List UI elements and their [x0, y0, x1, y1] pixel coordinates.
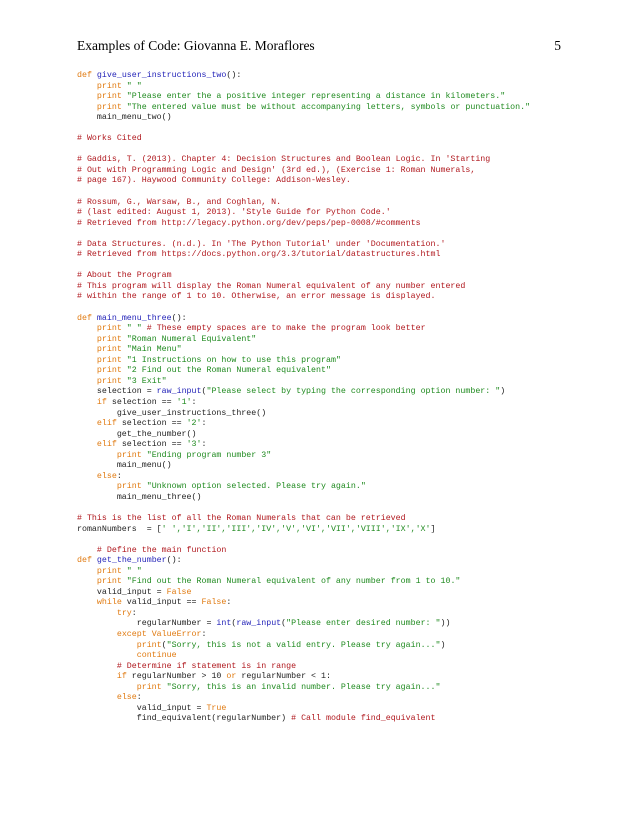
code-line	[77, 145, 577, 156]
code-line	[77, 387, 577, 398]
code-token-string: " "	[121, 324, 147, 334]
code-token-plain	[77, 577, 97, 586]
code-token-string: "Please select by typing the corresponding option number: "	[206, 387, 501, 397]
code-token-keyword: print	[96, 92, 122, 102]
code-line	[77, 345, 577, 356]
code-token-plain: valid_input ==	[121, 598, 202, 608]
code-token-keyword: else	[96, 471, 117, 481]
code-token-plain: give_user_instructions_three()	[77, 408, 267, 418]
code-token-plain: main_menu_three()	[77, 492, 202, 502]
code-line	[77, 82, 577, 93]
code-token-plain: ():	[226, 71, 242, 80]
code-line	[77, 440, 577, 451]
code-line	[77, 292, 577, 303]
code-token-keyword: False	[166, 587, 192, 597]
code-line	[77, 419, 577, 430]
code-token-keyword: or	[226, 672, 237, 682]
code-line	[77, 535, 577, 546]
code-line	[77, 335, 577, 346]
code-token-plain: find_equivalent(regularNumber)	[77, 714, 292, 724]
code-line	[77, 451, 577, 462]
code-line	[77, 461, 577, 472]
code-token-comment: # page 167). Haywood Community College: Addison-Wesley.	[77, 176, 351, 186]
code-line	[77, 303, 577, 314]
code-token-plain	[77, 335, 97, 344]
code-line	[77, 409, 577, 420]
code-token-keyword: elif	[96, 419, 117, 429]
code-token-string: "1 Instructions on how to use this program"	[121, 355, 341, 365]
code-line	[77, 92, 577, 103]
code-token-plain	[77, 630, 117, 639]
code-token-string: "3 Exit"	[121, 376, 167, 386]
code-token-plain: :	[116, 471, 122, 481]
code-line	[77, 240, 577, 251]
code-line	[77, 619, 577, 630]
code-line	[77, 155, 577, 166]
code-token-plain	[77, 472, 97, 481]
code-token-plain	[77, 598, 97, 607]
code-token-plain: )	[440, 640, 446, 650]
code-line	[77, 588, 577, 599]
code-token-string: "Sorry, this is an invalid number. Please try again..."	[161, 682, 441, 692]
code-token-plain: :	[201, 440, 207, 450]
code-token-plain: ():	[171, 313, 187, 323]
code-token-string: " "	[121, 81, 142, 91]
code-token-string: "Main Menu"	[121, 345, 182, 355]
code-token-func: give_user_instructions_two	[96, 71, 227, 80]
code-token-plain: main_menu_two()	[77, 113, 172, 123]
code-line	[77, 472, 577, 483]
code-token-keyword: def	[77, 71, 97, 80]
code-line	[77, 324, 577, 335]
code-line	[77, 198, 577, 209]
code-token-plain	[77, 440, 97, 449]
code-line	[77, 546, 577, 557]
code-listing	[77, 71, 577, 725]
code-token-keyword: print	[96, 324, 122, 334]
code-token-keyword: if	[116, 672, 127, 682]
code-token-string: '3'	[186, 440, 202, 450]
code-token-plain: :	[226, 598, 232, 608]
code-token-string: "Ending program number 3"	[141, 450, 272, 460]
code-token-keyword: try	[116, 608, 132, 618]
code-token-comment: # Determine if statement is in range	[116, 661, 297, 671]
code-line	[77, 261, 577, 272]
code-token-plain	[77, 662, 117, 671]
code-token-func: get_the_number	[96, 556, 167, 566]
code-line	[77, 525, 577, 536]
code-token-plain: ():	[166, 556, 182, 566]
code-token-plain: ))	[440, 619, 451, 629]
code-token-keyword: print	[136, 682, 162, 692]
code-line	[77, 208, 577, 219]
code-token-string: "Please enter the a positive integer representing a distance in kilometers."	[121, 92, 506, 102]
code-token-plain	[77, 683, 137, 692]
code-line	[77, 134, 577, 145]
code-token-keyword: True	[206, 703, 227, 713]
code-token-plain: (	[281, 619, 287, 629]
code-token-plain	[77, 641, 137, 650]
code-token-plain: get_the_number()	[77, 429, 197, 439]
code-token-plain: :	[201, 419, 207, 429]
code-token-plain	[77, 356, 97, 365]
code-token-keyword: print	[116, 450, 142, 460]
code-token-keyword: else	[116, 693, 137, 703]
code-line	[77, 493, 577, 504]
code-token-plain: (	[161, 640, 167, 650]
code-token-comment: # within the range of 1 to 10. Otherwise, an error message is displayed.	[77, 292, 436, 302]
code-line	[77, 282, 577, 293]
code-token-string: " "	[121, 566, 142, 576]
code-token-string: "Please enter desired number: "	[286, 619, 441, 629]
code-line	[77, 176, 577, 187]
code-token-comment: # These empty spaces are to make the program look better	[146, 324, 426, 334]
code-line	[77, 514, 577, 525]
code-token-keyword: print	[96, 376, 122, 386]
code-token-string: "2 Find out the Roman Numeral equivalent"	[121, 366, 331, 376]
code-line	[77, 577, 577, 588]
code-token-plain	[77, 546, 97, 555]
code-line	[77, 482, 577, 493]
code-token-keyword: def	[77, 313, 97, 323]
code-token-plain	[77, 651, 137, 660]
document-title: Examples of Code: Giovanna E. Moraflores	[77, 38, 315, 53]
code-token-plain: selection ==	[106, 397, 177, 407]
code-line	[77, 166, 577, 177]
code-token-keyword: def	[77, 556, 97, 566]
code-token-comment: # Retrieved from http://legacy.python.org/dev/peps/pep-0008/#comments	[77, 218, 421, 228]
code-token-plain: :	[136, 693, 142, 703]
code-token-keyword: except ValueError	[116, 629, 202, 639]
code-token-plain	[77, 609, 117, 618]
code-token-string: "Find out the Roman Numeral equivalent of any number from 1 to 10."	[121, 577, 461, 587]
code-line	[77, 683, 577, 694]
code-token-keyword: elif	[96, 440, 117, 450]
page-number: 5	[554, 38, 561, 53]
code-line	[77, 662, 577, 673]
code-line	[77, 366, 577, 377]
code-token-func: main_menu_three	[96, 313, 172, 323]
code-line	[77, 103, 577, 114]
code-token-comment: # This is the list of all the Roman Numerals that can be retrieved	[77, 513, 406, 523]
code-token-plain	[77, 693, 117, 702]
code-token-plain: selection ==	[116, 440, 187, 450]
code-token-plain	[77, 366, 97, 375]
code-token-plain: :	[201, 629, 207, 639]
code-line	[77, 672, 577, 683]
code-token-func: raw_input	[236, 619, 282, 629]
code-token-plain: selection =	[77, 387, 157, 397]
code-token-comment: # This program will display the Roman Numeral equivalent of any number entered	[77, 281, 466, 291]
code-token-plain	[77, 377, 97, 386]
code-token-plain	[77, 103, 97, 112]
code-token-plain: romanNumbers = [	[77, 524, 162, 534]
code-token-keyword: False	[201, 598, 227, 608]
code-token-keyword: print	[96, 102, 122, 112]
code-line	[77, 71, 577, 82]
code-token-comment: # About the Program	[77, 271, 172, 281]
code-line	[77, 556, 577, 567]
code-token-keyword: continue	[136, 651, 177, 661]
code-token-comment: # Works Cited	[77, 134, 142, 144]
code-token-plain: valid_input =	[77, 587, 167, 597]
code-token-plain	[77, 451, 117, 460]
code-token-plain: regularNumber =	[77, 619, 217, 629]
code-line	[77, 377, 577, 388]
code-token-plain: ]	[430, 524, 436, 534]
code-line	[77, 314, 577, 325]
code-token-plain: regularNumber < 1:	[236, 672, 331, 682]
code-token-plain	[77, 92, 97, 101]
code-token-func: int	[216, 619, 232, 629]
code-token-plain: selection ==	[116, 419, 187, 429]
code-line	[77, 356, 577, 367]
code-token-plain	[77, 324, 97, 333]
code-token-comment: # Data Structures. (n.d.). In 'The Python Tutorial' under 'Documentation.'	[77, 239, 446, 249]
code-token-string: ' ','I','II','III','IV','V','VI','VII','VIII','IX','X'	[161, 524, 431, 534]
code-token-plain: valid_input =	[77, 703, 207, 713]
code-token-keyword: print	[96, 345, 122, 355]
code-line	[77, 651, 577, 662]
code-line	[77, 430, 577, 441]
code-token-plain: regularNumber > 10	[126, 672, 227, 682]
code-token-string: "Unknown option selected. Please try again."	[141, 482, 366, 492]
code-token-comment: # Retrieved from https://docs.python.org/3.3/tutorial/datastructures.html	[77, 250, 441, 260]
code-line	[77, 250, 577, 261]
code-token-plain: (	[231, 619, 237, 629]
code-token-plain	[77, 567, 97, 576]
code-token-keyword: print	[96, 577, 122, 587]
code-line	[77, 398, 577, 409]
code-line	[77, 641, 577, 652]
code-token-comment: # (last edited: August 1, 2013). 'Style Guide for Python Code.'	[77, 208, 391, 218]
code-line	[77, 714, 577, 725]
code-line	[77, 271, 577, 282]
code-token-comment: # Define the main function	[96, 545, 227, 555]
code-line	[77, 503, 577, 514]
code-line	[77, 229, 577, 240]
code-token-keyword: print	[96, 566, 122, 576]
code-token-string: '2'	[186, 419, 202, 429]
code-token-func: raw_input	[156, 387, 202, 397]
code-token-plain	[77, 482, 117, 491]
code-token-plain: main_menu()	[77, 461, 172, 471]
code-line	[77, 567, 577, 578]
code-token-keyword: while	[96, 598, 122, 608]
code-token-string: "Sorry, this is not a valid entry. Please try again..."	[166, 640, 441, 650]
code-token-keyword: print	[116, 482, 142, 492]
code-token-plain: (	[201, 387, 207, 397]
code-token-plain	[77, 345, 97, 354]
code-token-comment: # Gaddis, T. (2013). Chapter 4: Decision Structures and Boolean Logic. In 'Starting	[77, 155, 491, 165]
code-token-keyword: if	[96, 397, 107, 407]
code-token-keyword: print	[136, 640, 162, 650]
code-line	[77, 609, 577, 620]
code-line	[77, 704, 577, 715]
code-token-comment: # Call module find_equivalent	[291, 714, 436, 724]
code-token-keyword: print	[96, 366, 122, 376]
code-token-keyword: print	[96, 334, 122, 344]
code-token-string: "Roman Numeral Equivalent"	[121, 334, 257, 344]
code-line	[77, 598, 577, 609]
code-token-plain	[77, 419, 97, 428]
code-token-plain: :	[131, 608, 137, 618]
code-line	[77, 113, 577, 124]
code-token-plain	[77, 82, 97, 91]
code-line	[77, 187, 577, 198]
code-line	[77, 693, 577, 704]
code-token-plain: )	[500, 387, 506, 397]
code-line	[77, 124, 577, 135]
code-token-plain	[77, 672, 117, 681]
code-token-string: "The entered value must be without accompanying letters, symbols or punctuation."	[121, 102, 531, 112]
code-token-string: '1'	[176, 397, 192, 407]
code-token-plain	[77, 398, 97, 407]
code-token-keyword: print	[96, 355, 122, 365]
code-line	[77, 219, 577, 230]
code-token-plain: :	[191, 397, 197, 407]
code-token-comment: # Rossum, G., Warsaw, B., and Coghlan, N.	[77, 197, 282, 207]
code-line	[77, 630, 577, 641]
code-token-keyword: print	[96, 81, 122, 91]
code-token-comment: # Out with Programming Logic and Design' (3rd ed.), (Exercise 1: Roman Numerals,	[77, 165, 476, 175]
